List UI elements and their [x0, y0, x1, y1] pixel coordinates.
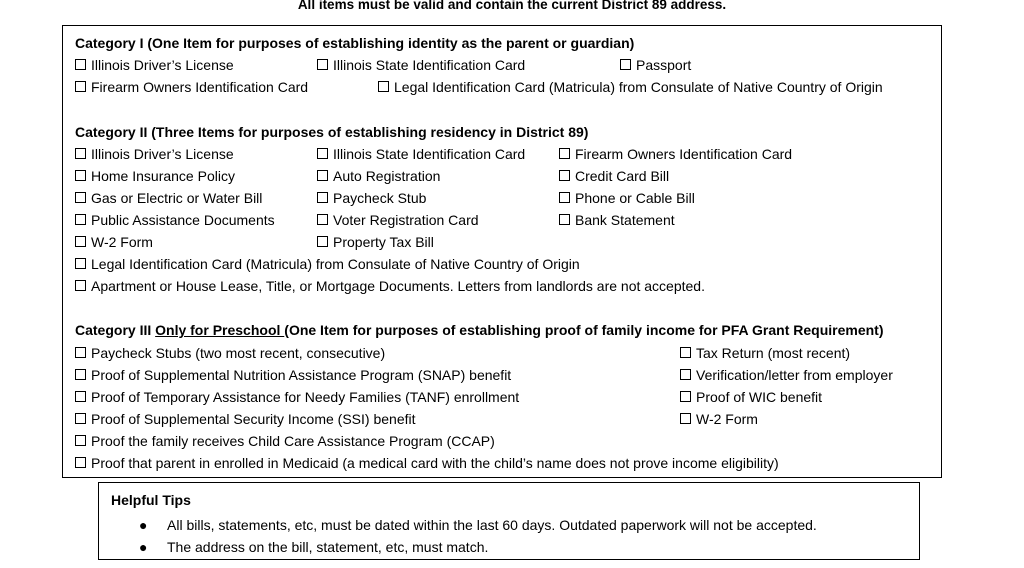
category-2-title: Category II (Three Items for purposes of establishing residency in District 89) — [75, 124, 589, 140]
checkbox[interactable] — [680, 347, 691, 358]
item-label: Firearm Owners Identification Card — [575, 146, 793, 162]
category-3-title-prefix: Category III — [75, 322, 156, 338]
category-2-item[interactable] — [75, 254, 580, 274]
checkbox[interactable] — [559, 214, 570, 225]
item-label: Tax Return (most recent) — [696, 345, 851, 361]
checkbox[interactable] — [75, 369, 86, 380]
checkbox[interactable] — [75, 192, 86, 203]
checkbox[interactable] — [75, 258, 86, 269]
item-label: Illinois Driver’s License — [91, 57, 234, 73]
tip-item — [139, 515, 817, 535]
checkbox[interactable] — [317, 236, 328, 247]
checkbox[interactable] — [75, 413, 86, 424]
checkbox[interactable] — [680, 413, 691, 424]
tip-text: All bills, statements, etc, must be dated within the last 60 days. Outdated paperwork will not be accepted. — [167, 517, 817, 533]
category-2-item[interactable] — [317, 144, 525, 164]
item-label: Firearm Owners Identification Card — [91, 79, 309, 95]
item-label: Legal Identification Card (Matricula) from Consulate of Native Country of Origin — [394, 79, 883, 95]
category-1-item[interactable] — [620, 55, 691, 75]
category-2-item[interactable] — [75, 210, 275, 230]
category-3-item[interactable] — [75, 453, 779, 473]
item-label: Voter Registration Card — [333, 212, 479, 228]
tip-text: The address on the bill, statement, etc, must match. — [167, 539, 489, 555]
category-2-item[interactable] — [317, 232, 434, 252]
checkbox[interactable] — [75, 214, 86, 225]
item-label: W-2 Form — [696, 411, 758, 427]
checkbox[interactable] — [75, 81, 86, 92]
page-heading: All items must be valid and contain the current District 89 address. — [297, 0, 727, 12]
category-2-item[interactable] — [75, 166, 235, 186]
checkbox[interactable] — [317, 148, 328, 159]
category-3-item[interactable] — [75, 365, 511, 385]
helpful-tips-box — [98, 482, 920, 560]
category-3-item[interactable] — [680, 387, 822, 407]
item-label: W-2 Form — [91, 234, 153, 250]
checkbox[interactable] — [317, 59, 328, 70]
category-3-item[interactable] — [680, 365, 893, 385]
category-2-item[interactable] — [559, 210, 675, 230]
category-1-item[interactable] — [317, 55, 525, 75]
item-label: Phone or Cable Bill — [575, 190, 695, 206]
item-label: Property Tax Bill — [333, 234, 434, 250]
category-1-item[interactable] — [75, 77, 308, 97]
checkbox[interactable] — [75, 347, 86, 358]
category-2-item[interactable] — [317, 166, 440, 186]
item-label: Credit Card Bill — [575, 168, 670, 184]
category-2-item[interactable] — [75, 232, 153, 252]
category-3-item[interactable] — [75, 409, 416, 429]
category-3-title-suffix: (One Item for purposes of establishing proof of family income for PFA Grant Requirement) — [284, 322, 884, 338]
checkbox[interactable] — [317, 170, 328, 181]
checkbox[interactable] — [317, 192, 328, 203]
bullet-icon: ● — [139, 517, 148, 533]
item-label: Gas or Electric or Water Bill — [91, 190, 263, 206]
item-label: Home Insurance Policy — [91, 168, 235, 184]
item-label: Public Assistance Documents — [91, 212, 275, 228]
checkbox[interactable] — [75, 170, 86, 181]
checkbox[interactable] — [75, 391, 86, 402]
helpful-tips-title: Helpful Tips — [111, 492, 191, 508]
item-label: Illinois Driver’s License — [91, 146, 234, 162]
category-3-item[interactable] — [680, 343, 850, 363]
item-label: Proof of Supplemental Nutrition Assistance Program (SNAP) benefit — [91, 367, 512, 383]
category-2-item[interactable] — [75, 276, 705, 296]
checkbox[interactable] — [75, 435, 86, 446]
category-3-title-underlined: Only for Preschool — [155, 322, 285, 338]
item-label: Passport — [636, 57, 692, 73]
item-label: Auto Registration — [333, 168, 441, 184]
tip-item — [139, 537, 488, 557]
category-2-item[interactable] — [75, 188, 262, 208]
checkbox[interactable] — [75, 236, 86, 247]
category-1-item[interactable] — [75, 55, 234, 75]
checkbox[interactable] — [75, 280, 86, 291]
category-1-title: Category I (One Item for purposes of establishing identity as the parent or guardian) — [75, 35, 635, 51]
category-2-item[interactable] — [559, 166, 669, 186]
category-3-item[interactable] — [680, 409, 758, 429]
item-label: Paycheck Stub — [333, 190, 427, 206]
item-label: Verification/letter from employer — [696, 367, 893, 383]
item-label: Bank Statement — [575, 212, 675, 228]
category-3-item[interactable] — [75, 387, 519, 407]
category-2-item[interactable] — [559, 188, 695, 208]
item-label: Proof of WIC benefit — [696, 389, 823, 405]
item-label: Paycheck Stubs (two most recent, consecutive) — [91, 345, 386, 361]
item-label: Apartment or House Lease, Title, or Mortgage Documents. Letters from landlords are not accepted. — [91, 278, 705, 294]
category-3-item[interactable] — [75, 343, 385, 363]
category-2-item[interactable] — [75, 144, 234, 164]
checkbox[interactable] — [559, 170, 570, 181]
checkbox[interactable] — [317, 214, 328, 225]
checkbox[interactable] — [559, 192, 570, 203]
checkbox[interactable] — [75, 148, 86, 159]
category-2-item[interactable] — [317, 210, 479, 230]
category-1-item[interactable] — [378, 77, 883, 97]
item-label: Illinois State Identification Card — [333, 57, 526, 73]
item-label: Proof of Supplemental Security Income (SSI) benefit — [91, 411, 416, 427]
checkbox[interactable] — [75, 457, 86, 468]
checkbox[interactable] — [559, 148, 570, 159]
item-label: Proof the family receives Child Care Assistance Program (CCAP) — [91, 433, 495, 449]
category-3-title — [75, 320, 884, 340]
checkbox[interactable] — [75, 59, 86, 70]
checkbox[interactable] — [620, 59, 631, 70]
item-label: Legal Identification Card (Matricula) from Consulate of Native Country of Origin — [91, 256, 580, 272]
checkbox[interactable] — [680, 391, 691, 402]
item-label: Proof that parent in enrolled in Medicaid (a medical card with the child’s name does not prove income eligibility) — [91, 455, 779, 471]
checkbox[interactable] — [378, 81, 389, 92]
category-2-item[interactable] — [559, 144, 792, 164]
category-2-item[interactable] — [317, 188, 426, 208]
category-3-item[interactable] — [75, 431, 495, 451]
item-label: Illinois State Identification Card — [333, 146, 526, 162]
document-categories-box — [62, 25, 942, 478]
item-label: Proof of Temporary Assistance for Needy Families (TANF) enrollment — [91, 389, 520, 405]
bullet-icon: ● — [139, 539, 148, 555]
checkbox[interactable] — [680, 369, 691, 380]
